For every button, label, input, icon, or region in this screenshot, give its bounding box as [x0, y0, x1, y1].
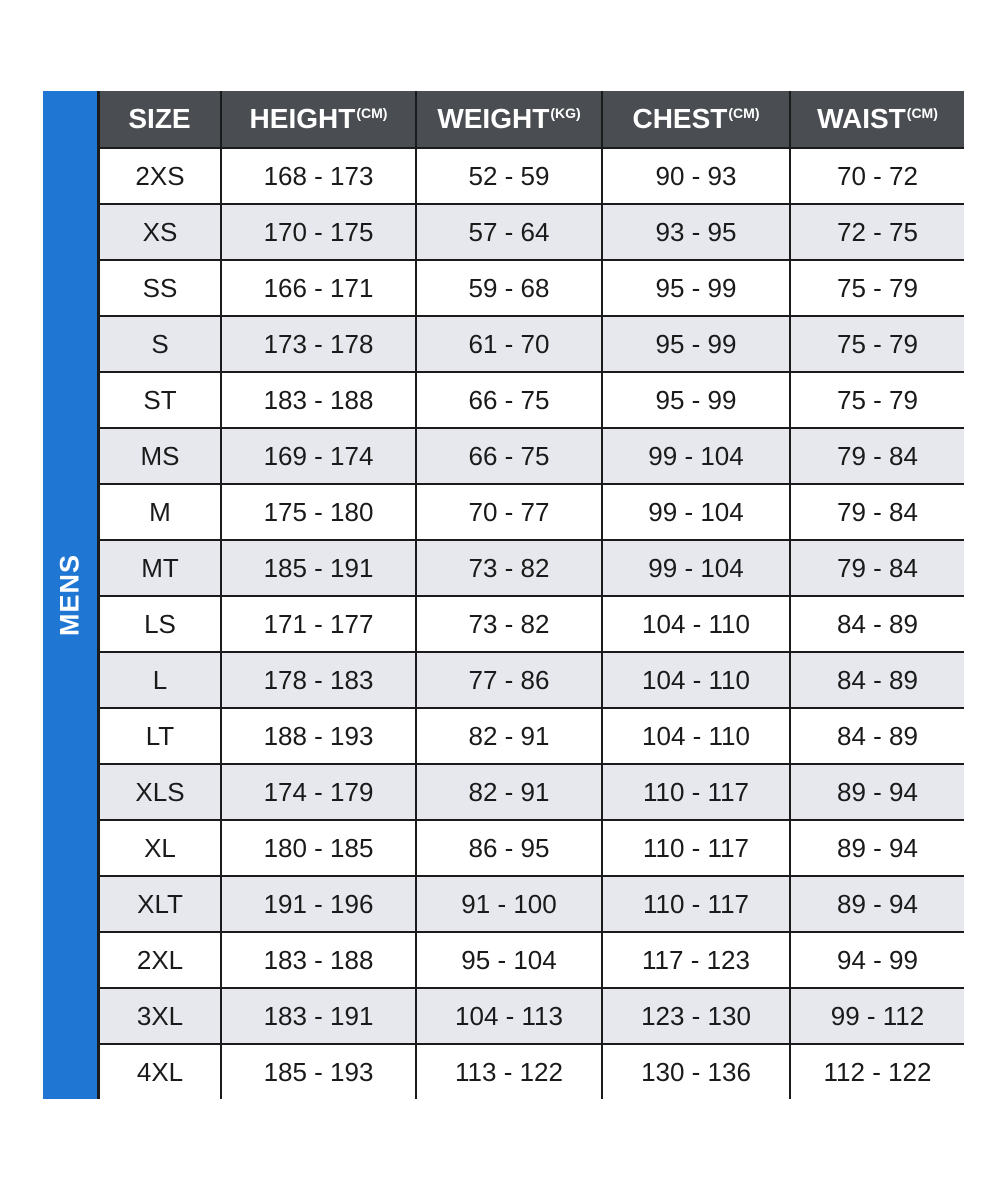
size-table — [100, 91, 964, 1099]
waist-cell: 79 - 84 — [790, 428, 964, 484]
chest-cell: 117 - 123 — [602, 932, 790, 988]
height-cell: 174 - 179 — [221, 764, 416, 820]
size-cell: SS — [100, 260, 221, 316]
weight-cell: 95 - 104 — [416, 932, 602, 988]
table-row — [100, 372, 964, 428]
weight-cell: 66 - 75 — [416, 428, 602, 484]
section-label: MENS — [54, 553, 85, 637]
weight-cell: 57 - 64 — [416, 204, 602, 260]
header-weight — [416, 91, 602, 148]
table-row — [100, 484, 964, 540]
weight-cell: 82 - 91 — [416, 708, 602, 764]
header-waist-unit: (CM) — [906, 105, 938, 121]
waist-cell: 75 - 79 — [790, 372, 964, 428]
height-cell: 168 - 173 — [221, 148, 416, 204]
height-cell: 171 - 177 — [221, 596, 416, 652]
height-cell: 185 - 191 — [221, 540, 416, 596]
chest-cell: 130 - 136 — [602, 1044, 790, 1099]
weight-cell: 59 - 68 — [416, 260, 602, 316]
chest-cell: 99 - 104 — [602, 540, 790, 596]
table-row — [100, 316, 964, 372]
size-cell: 2XS — [100, 148, 221, 204]
size-cell: XS — [100, 204, 221, 260]
chest-cell: 99 - 104 — [602, 428, 790, 484]
waist-cell: 72 - 75 — [790, 204, 964, 260]
height-cell: 188 - 193 — [221, 708, 416, 764]
waist-cell: 94 - 99 — [790, 932, 964, 988]
size-cell: XL — [100, 820, 221, 876]
chest-cell: 95 - 99 — [602, 316, 790, 372]
size-cell: 2XL — [100, 932, 221, 988]
chest-cell: 110 - 117 — [602, 876, 790, 932]
height-cell: 173 - 178 — [221, 316, 416, 372]
weight-cell: 104 - 113 — [416, 988, 602, 1044]
header-weight-label: WEIGHT — [437, 103, 550, 134]
waist-cell: 89 - 94 — [790, 876, 964, 932]
table-row — [100, 428, 964, 484]
header-row — [100, 91, 964, 148]
weight-cell: 52 - 59 — [416, 148, 602, 204]
height-cell: 191 - 196 — [221, 876, 416, 932]
height-cell: 178 - 183 — [221, 652, 416, 708]
table-row — [100, 148, 964, 204]
table-row — [100, 764, 964, 820]
size-cell: M — [100, 484, 221, 540]
size-table-body — [100, 148, 964, 1099]
chest-cell: 95 - 99 — [602, 260, 790, 316]
chest-cell: 104 - 110 — [602, 596, 790, 652]
size-cell: ST — [100, 372, 221, 428]
weight-cell: 113 - 122 — [416, 1044, 602, 1099]
height-cell: 185 - 193 — [221, 1044, 416, 1099]
waist-cell: 89 - 94 — [790, 764, 964, 820]
size-cell: LS — [100, 596, 221, 652]
table-row — [100, 708, 964, 764]
chest-cell: 99 - 104 — [602, 484, 790, 540]
chest-cell: 110 - 117 — [602, 820, 790, 876]
header-chest-label: CHEST — [632, 103, 728, 134]
size-cell: MS — [100, 428, 221, 484]
chest-cell: 93 - 95 — [602, 204, 790, 260]
header-chest-unit: (CM) — [728, 105, 760, 121]
weight-cell: 66 - 75 — [416, 372, 602, 428]
weight-cell: 82 - 91 — [416, 764, 602, 820]
height-cell: 183 - 188 — [221, 932, 416, 988]
header-waist-label: WAIST — [817, 103, 906, 134]
chest-cell: 95 - 99 — [602, 372, 790, 428]
size-cell: L — [100, 652, 221, 708]
header-size-label: SIZE — [128, 103, 191, 134]
waist-cell: 112 - 122 — [790, 1044, 964, 1099]
header-size — [100, 91, 221, 148]
size-cell: 3XL — [100, 988, 221, 1044]
waist-cell: 84 - 89 — [790, 596, 964, 652]
mens-side-band — [43, 91, 97, 1099]
waist-cell: 99 - 112 — [790, 988, 964, 1044]
size-chart — [43, 91, 964, 1099]
table-row — [100, 876, 964, 932]
height-cell: 183 - 188 — [221, 372, 416, 428]
size-cell: XLT — [100, 876, 221, 932]
header-height — [221, 91, 416, 148]
table-row — [100, 932, 964, 988]
waist-cell: 89 - 94 — [790, 820, 964, 876]
height-cell: 169 - 174 — [221, 428, 416, 484]
table-row — [100, 596, 964, 652]
size-cell: XLS — [100, 764, 221, 820]
weight-cell: 61 - 70 — [416, 316, 602, 372]
size-cell: LT — [100, 708, 221, 764]
height-cell: 175 - 180 — [221, 484, 416, 540]
weight-cell: 86 - 95 — [416, 820, 602, 876]
table-row — [100, 204, 964, 260]
weight-cell: 91 - 100 — [416, 876, 602, 932]
size-cell: S — [100, 316, 221, 372]
header-weight-unit: (KG) — [550, 105, 581, 121]
table-row — [100, 988, 964, 1044]
header-chest — [602, 91, 790, 148]
size-cell: MT — [100, 540, 221, 596]
waist-cell: 75 - 79 — [790, 316, 964, 372]
table-row — [100, 652, 964, 708]
chest-cell: 110 - 117 — [602, 764, 790, 820]
weight-cell: 73 - 82 — [416, 540, 602, 596]
header-waist — [790, 91, 964, 148]
size-cell: 4XL — [100, 1044, 221, 1099]
table-row — [100, 820, 964, 876]
height-cell: 183 - 191 — [221, 988, 416, 1044]
weight-cell: 73 - 82 — [416, 596, 602, 652]
waist-cell: 84 - 89 — [790, 652, 964, 708]
height-cell: 180 - 185 — [221, 820, 416, 876]
table-row — [100, 540, 964, 596]
waist-cell: 79 - 84 — [790, 540, 964, 596]
waist-cell: 84 - 89 — [790, 708, 964, 764]
table-row — [100, 260, 964, 316]
waist-cell: 75 - 79 — [790, 260, 964, 316]
waist-cell: 70 - 72 — [790, 148, 964, 204]
chest-cell: 123 - 130 — [602, 988, 790, 1044]
chest-cell: 104 - 110 — [602, 708, 790, 764]
header-height-label: HEIGHT — [249, 103, 356, 134]
chest-cell: 90 - 93 — [602, 148, 790, 204]
height-cell: 166 - 171 — [221, 260, 416, 316]
height-cell: 170 - 175 — [221, 204, 416, 260]
chest-cell: 104 - 110 — [602, 652, 790, 708]
header-height-unit: (CM) — [356, 105, 388, 121]
weight-cell: 70 - 77 — [416, 484, 602, 540]
table-row — [100, 1044, 964, 1099]
waist-cell: 79 - 84 — [790, 484, 964, 540]
weight-cell: 77 - 86 — [416, 652, 602, 708]
